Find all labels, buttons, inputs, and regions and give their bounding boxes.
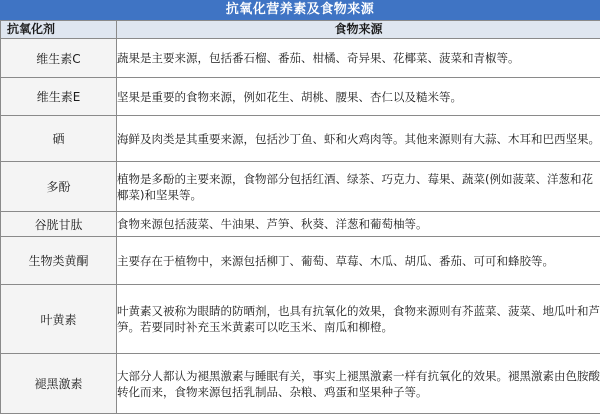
nutrient-name: 生物类黄酮 — [1, 237, 117, 285]
table-row — [1, 162, 600, 212]
header-nutrient: 抗氧化剂 — [1, 21, 117, 39]
table-title: 抗氧化营养素及食物来源 — [0, 0, 600, 20]
food-source: 坚果是重要的食物来源，例如花生、胡桃、腰果、杏仁以及糙米等。 — [117, 78, 600, 116]
table-row — [1, 39, 600, 78]
table-row — [1, 285, 600, 354]
nutrient-name: 叶黄素 — [1, 285, 117, 354]
food-source: 叶黄素又被称为眼睛的防晒剂，也具有抗氧化的效果，食物来源则有芥蓝菜、菠菜、地瓜叶和芦笋。若要同时补充玉米黄素可以吃玉米、南瓜和柳橙。 — [117, 285, 600, 354]
table-row — [1, 212, 600, 237]
nutrient-name: 多酚 — [1, 162, 117, 212]
food-source: 主要存在于植物中，来源包括柳丁、葡萄、草莓、木瓜、胡瓜、番茄、可可和蜂胶等。 — [117, 237, 600, 285]
table-row — [1, 237, 600, 285]
food-source: 植物是多酚的主要来源，食物部分包括红酒、绿茶、巧克力、莓果、蔬菜(例如菠菜、洋葱和花椰菜)和坚果等。 — [117, 162, 600, 212]
food-source: 大部分人都认为褪黑激素与睡眠有关，事实上褪黑激素一样有抗氧化的效果。褪黑激素由色胺酸转化而来，食物来源包括乳制品、杂粮、鸡蛋和坚果种子等。 — [117, 354, 600, 414]
food-source: 食物来源包括菠菜、牛油果、芦笋、秋葵、洋葱和葡萄柚等。 — [117, 212, 600, 237]
header-source: 食物来源 — [117, 21, 600, 39]
nutrient-name: 褪黑激素 — [1, 354, 117, 414]
food-source: 海鲜及肉类是其重要来源，包括沙丁鱼、虾和火鸡肉等。其他来源则有大蒜、木耳和巴西坚果。 — [117, 116, 600, 162]
food-source: 蔬果是主要来源，包括番石榴、番茄、柑橘、奇异果、花椰菜、菠菜和青椒等。 — [117, 39, 600, 78]
table-row — [1, 116, 600, 162]
nutrient-name: 硒 — [1, 116, 117, 162]
table-row — [1, 78, 600, 116]
nutrient-table — [0, 20, 600, 414]
nutrient-name: 维生素C — [1, 39, 117, 78]
nutrient-name: 谷胱甘肽 — [1, 212, 117, 237]
table-row — [1, 354, 600, 414]
header-row — [1, 21, 600, 39]
nutrient-name: 维生素E — [1, 78, 117, 116]
